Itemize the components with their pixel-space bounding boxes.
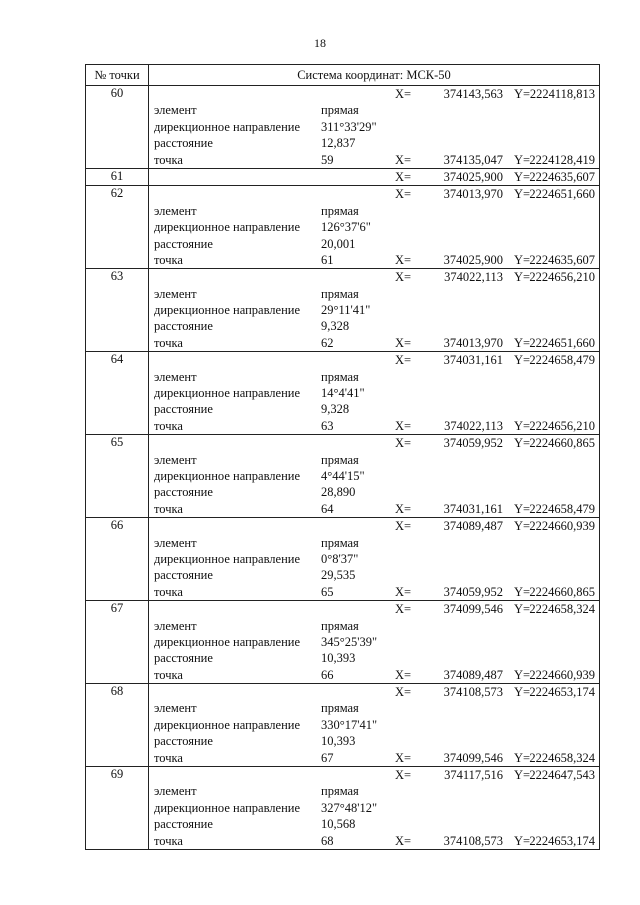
x-label: X=: [395, 87, 412, 101]
coordinate-line: [149, 767, 599, 783]
x-label: X=: [395, 602, 412, 617]
point-label: точка: [154, 152, 183, 167]
point-number: 60: [86, 86, 149, 168]
distance-value: 29,535: [321, 568, 356, 583]
distance-line: [149, 401, 599, 417]
row-body: [149, 684, 599, 766]
distance-line: [149, 567, 599, 583]
row-body: [149, 169, 599, 185]
x-label: X=: [395, 685, 412, 700]
x-label: X=: [395, 436, 412, 451]
distance-label: расстояние: [154, 136, 213, 151]
y-label: Y=: [514, 152, 531, 167]
y-value: 2224128,419: [529, 152, 595, 167]
x-value: 374108,573: [443, 833, 503, 848]
point-label: точка: [154, 335, 183, 350]
y-label: Y=: [514, 501, 531, 516]
point-value: 68: [321, 833, 334, 848]
x-value: 374059,952: [443, 436, 503, 451]
table-row: [86, 186, 599, 269]
row-body: [149, 435, 599, 517]
direction-value: 330°17'41": [321, 717, 378, 732]
element-line: [149, 203, 599, 219]
point-number: 66: [86, 518, 149, 600]
y-value: 2224653,174: [529, 685, 595, 700]
header-coordinate-system: Система координат: МСК-50: [297, 68, 451, 82]
point-value: 63: [321, 418, 334, 433]
point-value: 67: [321, 750, 334, 765]
point-line: [149, 501, 599, 517]
element-label: элемент: [154, 452, 197, 467]
distance-line: [149, 135, 599, 151]
x-label: X=: [395, 187, 412, 202]
element-line: [149, 700, 599, 716]
element-value: прямая: [321, 784, 359, 799]
distance-line: [149, 484, 599, 500]
x-label: X=: [395, 169, 412, 184]
point-label: точка: [154, 418, 183, 433]
element-label: элемент: [154, 618, 197, 633]
x-value: 374117,516: [444, 768, 503, 783]
x-value: 374022,113: [444, 418, 503, 433]
row-body: [149, 601, 599, 683]
element-line: [149, 783, 599, 799]
direction-line: [149, 219, 599, 235]
page-number: 18: [314, 36, 326, 50]
point-number: 63: [86, 269, 149, 351]
x-value: 374059,952: [443, 584, 503, 599]
y-label: Y=: [514, 584, 531, 599]
element-line: [149, 369, 599, 385]
direction-value: 126°37'6": [321, 220, 371, 235]
y-label: Y=: [514, 252, 531, 267]
element-label: элемент: [154, 369, 197, 384]
y-label: Y=: [514, 270, 531, 285]
distance-label: расстояние: [154, 651, 213, 666]
point-value: 64: [321, 501, 334, 516]
point-value: 66: [321, 667, 334, 682]
direction-label: дирекционное направление: [154, 468, 301, 483]
distance-label: расстояние: [154, 319, 213, 334]
element-value: прямая: [321, 203, 359, 218]
direction-label: дирекционное направление: [154, 717, 301, 732]
y-value: 2224656,210: [529, 418, 595, 433]
y-value: 2224658,479: [529, 353, 595, 368]
direction-value: 4°44'15": [321, 468, 365, 483]
distance-line: [149, 236, 599, 252]
point-number: 64: [86, 352, 149, 434]
direction-value: 29°11'41": [321, 303, 371, 318]
table-row: [86, 767, 599, 849]
element-value: прямая: [321, 535, 359, 550]
direction-label: дирекционное направление: [154, 220, 301, 235]
x-value: 374108,573: [443, 685, 503, 700]
x-value: 374013,970: [443, 335, 503, 350]
y-label: Y=: [514, 87, 531, 101]
table-row: [86, 269, 599, 352]
x-label: X=: [395, 833, 412, 848]
y-label: Y=: [514, 519, 531, 534]
direction-label: дирекционное направление: [154, 634, 301, 649]
direction-value: 14°4'41": [321, 386, 365, 401]
y-value: 2224660,939: [529, 667, 595, 682]
distance-line: [149, 650, 599, 666]
table-row: [86, 601, 599, 684]
point-line: [149, 152, 599, 168]
x-label: X=: [395, 667, 412, 682]
x-value: 374099,546: [443, 750, 503, 765]
x-value: 374099,546: [443, 602, 503, 617]
element-value: прямая: [321, 701, 359, 716]
x-label: X=: [395, 152, 412, 167]
element-label: элемент: [154, 286, 197, 301]
y-value: 2224635,607: [529, 169, 595, 184]
direction-line: [149, 634, 599, 650]
y-label: Y=: [514, 667, 531, 682]
y-label: Y=: [514, 335, 531, 350]
y-label: Y=: [514, 750, 531, 765]
y-value: 2224651,660: [529, 335, 595, 350]
coordinate-line: [149, 169, 599, 185]
distance-label: расстояние: [154, 817, 213, 832]
direction-value: 327°48'12": [321, 800, 378, 815]
distance-value: 12,837: [321, 136, 356, 151]
distance-value: 10,393: [321, 734, 356, 749]
row-body: [149, 186, 599, 268]
y-value: 2224658,324: [529, 602, 595, 617]
x-value: 374143,563: [443, 87, 503, 101]
distance-line: [149, 733, 599, 749]
coordinate-line: [149, 518, 599, 534]
row-body: [149, 767, 599, 849]
y-value: 2224658,324: [529, 750, 595, 765]
point-label: точка: [154, 501, 183, 516]
point-number: 61: [86, 169, 149, 185]
x-label: X=: [395, 501, 412, 516]
x-value: 374089,487: [443, 519, 503, 534]
point-value: 61: [321, 252, 334, 267]
coordinate-line: [149, 601, 599, 617]
x-label: X=: [395, 353, 412, 368]
element-label: элемент: [154, 535, 197, 550]
point-value: 59: [321, 152, 334, 167]
point-line: [149, 584, 599, 600]
x-label: X=: [395, 519, 412, 534]
distance-value: 10,393: [321, 651, 356, 666]
y-value: 2224635,607: [529, 252, 595, 267]
coordinate-line: [149, 435, 599, 451]
element-value: прямая: [321, 369, 359, 384]
x-value: 374022,113: [444, 270, 503, 285]
table-row: [86, 86, 599, 169]
y-value: 2224660,939: [529, 519, 595, 534]
table-row: [86, 518, 599, 601]
direction-value: 345°25'39": [321, 634, 378, 649]
point-number: 68: [86, 684, 149, 766]
y-label: Y=: [514, 418, 531, 433]
element-line: [149, 102, 599, 118]
table-row: [86, 684, 599, 767]
direction-label: дирекционное направление: [154, 386, 301, 401]
direction-line: [149, 717, 599, 733]
point-label: точка: [154, 584, 183, 599]
direction-label: дирекционное направление: [154, 800, 301, 815]
point-value: 65: [321, 584, 334, 599]
direction-line: [149, 385, 599, 401]
x-label: X=: [395, 335, 412, 350]
point-label: точка: [154, 750, 183, 765]
y-label: Y=: [514, 436, 531, 451]
table-row: [86, 435, 599, 518]
point-number: 69: [86, 767, 149, 849]
point-line: [149, 667, 599, 683]
point-number: 62: [86, 186, 149, 268]
coordinate-line: [149, 269, 599, 285]
x-label: X=: [395, 418, 412, 433]
x-value: 374089,487: [443, 667, 503, 682]
point-line: [149, 750, 599, 766]
table-header: [86, 65, 599, 86]
x-label: X=: [395, 750, 412, 765]
element-value: прямая: [321, 286, 359, 301]
distance-value: 20,001: [321, 236, 356, 251]
point-number: 67: [86, 601, 149, 683]
table-row: [86, 352, 599, 435]
distance-label: расстояние: [154, 568, 213, 583]
element-value: прямая: [321, 103, 359, 118]
direction-label: дирекционное направление: [154, 303, 301, 318]
table-body: [86, 86, 599, 849]
y-label: Y=: [514, 685, 531, 700]
direction-value: 0°8'37": [321, 551, 359, 566]
row-body: [149, 352, 599, 434]
point-line: [149, 418, 599, 434]
element-label: элемент: [154, 701, 197, 716]
direction-label: дирекционное направление: [154, 551, 301, 566]
direction-line: [149, 302, 599, 318]
distance-label: расстояние: [154, 402, 213, 417]
x-value: 374135,047: [443, 152, 503, 167]
x-label: X=: [395, 584, 412, 599]
element-value: прямая: [321, 618, 359, 633]
element-label: элемент: [154, 103, 197, 118]
y-label: Y=: [514, 169, 531, 184]
distance-value: 9,328: [321, 319, 350, 334]
x-label: X=: [395, 768, 412, 783]
point-label: точка: [154, 667, 183, 682]
y-value: 2224647,543: [529, 768, 595, 783]
row-body: [149, 86, 599, 168]
table-row: [86, 169, 599, 186]
direction-label: дирекционное направление: [154, 119, 301, 134]
y-value: 2224660,865: [529, 584, 595, 599]
point-value: 62: [321, 335, 334, 350]
x-label: X=: [395, 252, 412, 267]
y-label: Y=: [514, 602, 531, 617]
x-value: 374025,900: [443, 169, 503, 184]
element-line: [149, 286, 599, 302]
direction-value: 311°33'29": [321, 119, 377, 134]
coordinate-line: [149, 352, 599, 368]
y-label: Y=: [514, 353, 531, 368]
x-value: 374013,970: [443, 187, 503, 202]
point-line: [149, 252, 599, 268]
coordinates-table: [85, 64, 600, 850]
y-value: 2224118,813: [529, 87, 595, 101]
direction-line: [149, 800, 599, 816]
element-label: элемент: [154, 784, 197, 799]
point-label: точка: [154, 252, 183, 267]
distance-label: расстояние: [154, 734, 213, 749]
distance-value: 10,568: [321, 817, 356, 832]
x-value: 374025,900: [443, 252, 503, 267]
row-body: [149, 518, 599, 600]
element-line: [149, 452, 599, 468]
element-label: элемент: [154, 203, 197, 218]
distance-label: расстояние: [154, 236, 213, 251]
element-line: [149, 535, 599, 551]
row-body: [149, 269, 599, 351]
x-value: 374031,161: [443, 353, 503, 368]
distance-value: 28,890: [321, 485, 356, 500]
direction-line: [149, 468, 599, 484]
y-label: Y=: [514, 768, 531, 783]
distance-label: расстояние: [154, 485, 213, 500]
y-value: 2224653,174: [529, 833, 595, 848]
direction-line: [149, 551, 599, 567]
y-label: Y=: [514, 833, 531, 848]
coordinate-line: [149, 684, 599, 700]
y-label: Y=: [514, 187, 531, 202]
header-point-number: № точки: [86, 65, 149, 85]
coordinate-line: [149, 86, 599, 102]
point-line: [149, 833, 599, 849]
point-label: точка: [154, 833, 183, 848]
y-value: 2224651,660: [529, 187, 595, 202]
element-value: прямая: [321, 452, 359, 467]
distance-line: [149, 816, 599, 832]
y-value: 2224656,210: [529, 270, 595, 285]
coordinate-line: [149, 186, 599, 202]
point-number: 65: [86, 435, 149, 517]
x-value: 374031,161: [443, 501, 503, 516]
y-value: 2224658,479: [529, 501, 595, 516]
point-line: [149, 335, 599, 351]
element-line: [149, 618, 599, 634]
x-label: X=: [395, 270, 412, 285]
direction-line: [149, 119, 599, 135]
distance-line: [149, 318, 599, 334]
distance-value: 9,328: [321, 402, 350, 417]
y-value: 2224660,865: [529, 436, 595, 451]
